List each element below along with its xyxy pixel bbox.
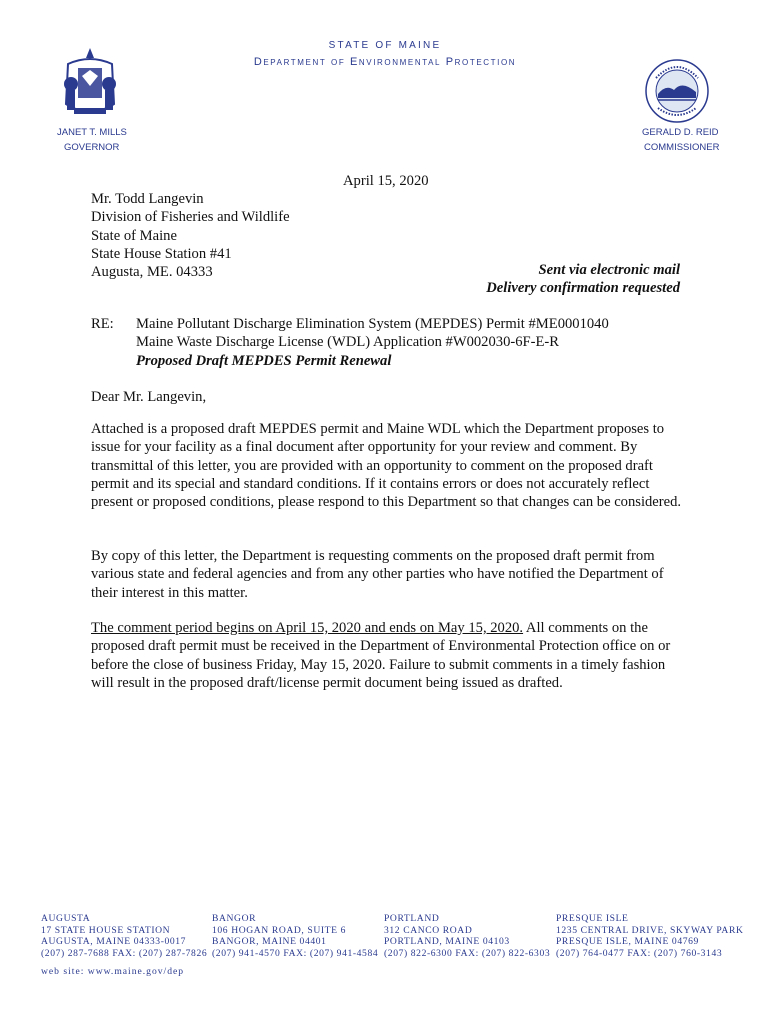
delivery-confirmation: Delivery confirmation requested — [486, 280, 680, 297]
office-phone: (207) 287-7688 FAX: (207) 287-7826 — [41, 947, 208, 959]
address-line: Augusta, ME. 04333 — [91, 264, 213, 281]
office-line2: AUGUSTA, MAINE 04333-0017 — [41, 936, 187, 948]
commissioner-name: GERALD D. REID — [642, 127, 719, 138]
re-line: Maine Waste Discharge License (WDL) Application #W002030-6F-E-R — [136, 334, 560, 351]
address-line: State House Station #41 — [91, 245, 232, 262]
address-line: State of Maine — [91, 227, 177, 244]
paragraph-2: By copy of this letter, the Department is requesting comments on the proposed draft permit from various state and federal agencies and from any other parties who have notified the Department of their interest in this matter. — [91, 548, 664, 601]
office-phone: (207) 822-6300 FAX: (207) 822-6303 — [384, 947, 551, 959]
maine-state-seal-icon — [58, 46, 122, 122]
recipient-address — [91, 190, 290, 281]
commissioner-title: COMMISSIONER — [644, 142, 720, 153]
office-bangor — [212, 913, 378, 959]
office-phone: (207) 764-0477 FAX: (207) 760-3143 — [556, 947, 723, 959]
governor-name: JANET T. MILLS — [57, 127, 127, 138]
delivery-notice — [486, 261, 680, 298]
address-line: Division of Fisheries and Wildlife — [91, 209, 290, 226]
re-line: Maine Pollutant Discharge Elimination System (MEPDES) Permit #ME0001040 — [136, 316, 609, 332]
website-link[interactable]: web site: www.maine.gov/dep — [41, 966, 185, 977]
re-subject — [136, 315, 609, 370]
office-line1: 1235 CENTRAL DRIVE, SKYWAY PARK — [556, 924, 744, 936]
office-presque-isle — [556, 913, 743, 959]
office-line1: 312 CANCO ROAD — [384, 924, 473, 936]
office-line1: 17 STATE HOUSE STATION — [41, 924, 171, 936]
office-line2: PRESQUE ISLE, MAINE 04769 — [556, 936, 699, 948]
office-name: PRESQUE ISLE — [556, 913, 629, 924]
delivery-method: Sent via electronic mail — [538, 262, 680, 278]
department-heading: Department of Environmental Protection — [253, 56, 517, 68]
paragraph-3 — [91, 619, 691, 692]
office-line2: PORTLAND, MAINE 04103 — [384, 936, 510, 948]
letter-date: April 15, 2020 — [343, 173, 429, 189]
office-name: PORTLAND — [384, 913, 440, 924]
dep-seal-icon — [644, 58, 710, 124]
office-line1: 106 HOGAN ROAD, SUITE 6 — [212, 924, 346, 936]
re-emphasis: Proposed Draft MEPDES Permit Renewal — [136, 352, 392, 369]
paragraph-3-rest: All comments on the proposed draft permit must be received in the Department of Environmental Protection office on or before the close of business Friday, May 15, 2020. Failure to submit comments in a timely fashion will result in the proposed draft/license permit document being issued as drafted. — [91, 620, 671, 691]
office-augusta — [41, 913, 207, 959]
office-name: BANGOR — [212, 913, 257, 924]
address-line: Mr. Todd Langevin — [91, 191, 204, 207]
office-line2: BANGOR, MAINE 04401 — [212, 936, 327, 948]
salutation: Dear Mr. Langevin, — [91, 389, 207, 405]
office-phone: (207) 941-4570 FAX: (207) 941-4584 — [212, 947, 379, 959]
office-name: AUGUSTA — [41, 913, 91, 924]
governor-title: GOVERNOR — [64, 142, 120, 153]
comment-period-text: The comment period begins on April 15, 2020 and ends on May 15, 2020. — [91, 620, 524, 636]
office-portland — [384, 913, 550, 959]
state-heading: STATE OF MAINE — [328, 40, 442, 51]
paragraph-1: Attached is a proposed draft MEPDES permit and Maine WDL which the Department proposes to issue for your facility as a final document after opportunity for your review and comment. By transmittal of this letter, you are provided with an opportunity to comment on the proposed draft permit and its special and standard conditions. If it contains errors or does not accurately reflect present or proposed conditions, please respond to this Department so that changes can be considered. — [91, 421, 682, 511]
re-label: RE: — [91, 316, 114, 332]
